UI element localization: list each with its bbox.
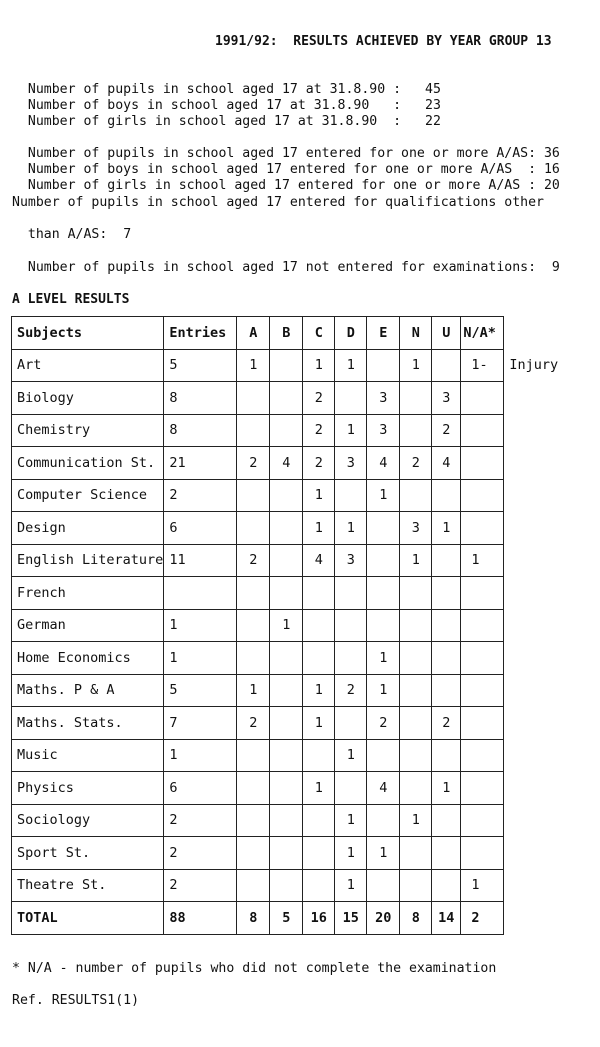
cell-grade-a xyxy=(237,642,270,675)
cell-grade-n xyxy=(400,382,432,415)
cell-grade-d: 3 xyxy=(335,447,367,480)
cell-grade-e xyxy=(367,544,400,577)
cell-grade-b xyxy=(270,349,303,382)
section-title: A LEVEL RESULTS xyxy=(12,292,130,307)
cell-grade-b xyxy=(270,544,303,577)
cell-entries: 1 xyxy=(164,609,237,642)
cell-grade-n: 1 xyxy=(400,804,432,837)
cell-grade-b xyxy=(270,414,303,447)
cell-grade-e: 1 xyxy=(367,479,400,512)
cell-grade-c: 1 xyxy=(303,512,335,545)
cell-grade-e: 1 xyxy=(367,674,400,707)
cell-subject: Music xyxy=(12,739,164,772)
cell-grade-b xyxy=(270,804,303,837)
cell-subject: Physics xyxy=(12,772,164,805)
cell-note: Injury xyxy=(509,357,559,374)
cell-grade-u xyxy=(432,804,461,837)
cell-note xyxy=(504,902,574,935)
table-row xyxy=(12,414,574,447)
summary-value: 20 xyxy=(543,178,560,193)
cell-grade-e: 1 xyxy=(367,642,400,675)
cell-grade-u xyxy=(432,349,461,382)
cell-grade-n: 1 xyxy=(400,544,432,577)
cell-entries: 7 xyxy=(164,707,237,740)
cell-subject: Maths. P & A xyxy=(12,674,164,707)
table-row xyxy=(12,447,574,480)
summary-label: Number of pupils in school aged 17 at 31.8.90 : xyxy=(27,82,402,97)
cell-grade-d: 1 xyxy=(335,739,367,772)
cell-grade-na xyxy=(461,382,504,415)
cell-grade-e: 2 xyxy=(367,707,400,740)
header-entries: Entries xyxy=(164,317,237,350)
cell-note xyxy=(504,674,574,707)
cell-grade-a xyxy=(237,609,270,642)
cell-entries: 5 xyxy=(164,349,237,382)
cell-grade-a xyxy=(237,577,270,610)
cell-grade-a: 1 xyxy=(237,349,270,382)
cell-grade-u xyxy=(432,642,461,675)
cell-grade-a: 2 xyxy=(237,544,270,577)
cell-grade-n xyxy=(400,479,432,512)
cell-subject: Design xyxy=(12,512,164,545)
cell-grade-d xyxy=(335,577,367,610)
cell-grade-a: 8 xyxy=(237,902,270,935)
cell-grade-na xyxy=(461,447,504,480)
table-row xyxy=(12,837,574,870)
cell-grade-na xyxy=(461,479,504,512)
a-level-results-table xyxy=(11,316,574,935)
table-row xyxy=(12,349,574,382)
cell-grade-c: 4 xyxy=(303,544,335,577)
cell-grade-b xyxy=(270,739,303,772)
cell-grade-u xyxy=(432,479,461,512)
table-header-row xyxy=(12,317,574,350)
cell-note xyxy=(504,707,574,740)
cell-grade-u: 2 xyxy=(432,414,461,447)
cell-grade-d: 1 xyxy=(335,869,367,902)
summary-value: 22 xyxy=(425,114,441,129)
cell-entries: 11 xyxy=(164,544,237,577)
cell-grade-e xyxy=(367,869,400,902)
cell-grade-e: 20 xyxy=(367,902,400,935)
cell-note xyxy=(504,414,574,447)
table-row xyxy=(12,739,574,772)
header-note xyxy=(504,317,574,350)
cell-grade-e: 4 xyxy=(367,447,400,480)
cell-grade-b: 1 xyxy=(270,609,303,642)
summary-label: Number of girls in school aged 17 at 31.8.90 : xyxy=(27,114,402,129)
cell-grade-n xyxy=(400,674,432,707)
table-row xyxy=(12,609,574,642)
cell-grade-a xyxy=(237,739,270,772)
table-row xyxy=(12,544,574,577)
cell-note xyxy=(504,382,574,415)
cell-subject: Sport St. xyxy=(12,837,164,870)
reference: Ref. RESULTS1(1) xyxy=(12,993,140,1008)
cell-grade-a xyxy=(237,382,270,415)
cell-grade-n xyxy=(400,739,432,772)
cell-grade-d: 1 xyxy=(335,837,367,870)
cell-grade-u xyxy=(432,739,461,772)
cell-note xyxy=(504,479,574,512)
cell-grade-c: 2 xyxy=(303,382,335,415)
cell-grade-n: 8 xyxy=(400,902,432,935)
cell-grade-n xyxy=(400,837,432,870)
cell-grade-c xyxy=(303,739,335,772)
cell-subject: Art xyxy=(12,349,164,382)
table-row xyxy=(12,577,574,610)
cell-grade-a: 1 xyxy=(237,674,270,707)
cell-note xyxy=(504,642,574,675)
cell-grade-u: 2 xyxy=(432,707,461,740)
cell-grade-c: 1 xyxy=(303,772,335,805)
summary-value: 36 xyxy=(543,146,560,161)
table-row xyxy=(12,804,574,837)
cell-entries: 2 xyxy=(164,479,237,512)
cell-subject: Sociology xyxy=(12,804,164,837)
cell-grade-d xyxy=(335,772,367,805)
cell-grade-d: 15 xyxy=(335,902,367,935)
summary-label: Number of boys in school aged 17 entered for one or more A/AS : xyxy=(27,162,537,177)
header-grade-n: N xyxy=(400,317,432,350)
cell-grade-na xyxy=(461,609,504,642)
header-grade-a: A xyxy=(237,317,270,350)
cell-grade-n xyxy=(400,414,432,447)
cell-entries: 5 xyxy=(164,674,237,707)
cell-entries: 88 xyxy=(164,902,237,935)
summary-label: Number of girls in school aged 17 entered for one or more A/AS : xyxy=(27,178,537,193)
cell-grade-b xyxy=(270,707,303,740)
cell-grade-n xyxy=(400,707,432,740)
cell-grade-e xyxy=(367,739,400,772)
cell-entries: 1 xyxy=(164,642,237,675)
cell-grade-e xyxy=(367,609,400,642)
cell-grade-u: 14 xyxy=(432,902,461,935)
cell-grade-na: 1 xyxy=(461,869,504,902)
cell-subject: Communication St. xyxy=(12,447,164,480)
cell-grade-na xyxy=(461,707,504,740)
cell-grade-c xyxy=(303,804,335,837)
cell-grade-a xyxy=(237,804,270,837)
cell-grade-na xyxy=(461,772,504,805)
table-body xyxy=(12,349,574,934)
cell-grade-a xyxy=(237,414,270,447)
cell-grade-c xyxy=(303,837,335,870)
cell-entries: 6 xyxy=(164,772,237,805)
cell-grade-n xyxy=(400,577,432,610)
cell-grade-c xyxy=(303,577,335,610)
cell-grade-u: 1 xyxy=(432,512,461,545)
cell-grade-u xyxy=(432,609,461,642)
cell-grade-u: 1 xyxy=(432,772,461,805)
cell-grade-c xyxy=(303,642,335,675)
cell-grade-c: 1 xyxy=(303,707,335,740)
cell-grade-e xyxy=(367,804,400,837)
cell-grade-a xyxy=(237,512,270,545)
cell-grade-d: 1 xyxy=(335,512,367,545)
header-grade-e: E xyxy=(367,317,400,350)
cell-subject: English Literature xyxy=(12,544,164,577)
table-row xyxy=(12,707,574,740)
summary-other-quals-line1: Number of pupils in school aged 17 entered for qualifications other xyxy=(12,195,544,210)
cell-subject: French xyxy=(12,577,164,610)
cell-note xyxy=(504,544,574,577)
cell-note xyxy=(504,772,574,805)
summary-value: 23 xyxy=(425,98,441,113)
cell-grade-a xyxy=(237,479,270,512)
cell-grade-d: 1 xyxy=(335,414,367,447)
cell-subject: Home Economics xyxy=(12,642,164,675)
cell-grade-b xyxy=(270,674,303,707)
cell-grade-a xyxy=(237,869,270,902)
footnote: * N/A - number of pupils who did not complete the examination xyxy=(12,961,497,976)
cell-grade-e xyxy=(367,577,400,610)
cell-grade-d: 2 xyxy=(335,674,367,707)
table-row xyxy=(12,642,574,675)
cell-grade-n: 1 xyxy=(400,349,432,382)
cell-subject: TOTAL xyxy=(12,902,164,935)
cell-grade-b xyxy=(270,772,303,805)
cell-grade-na xyxy=(461,837,504,870)
summary-not-entered xyxy=(12,244,560,276)
cell-grade-c: 2 xyxy=(303,414,335,447)
summary-value: 16 xyxy=(543,162,560,177)
cell-grade-u: 3 xyxy=(432,382,461,415)
cell-subject: Computer Science xyxy=(12,479,164,512)
cell-grade-d xyxy=(335,382,367,415)
cell-entries: 21 xyxy=(164,447,237,480)
cell-grade-b xyxy=(270,382,303,415)
table-row xyxy=(12,869,574,902)
summary-value: 9 xyxy=(551,260,560,275)
cell-grade-na xyxy=(461,739,504,772)
table-row xyxy=(12,772,574,805)
cell-grade-n xyxy=(400,642,432,675)
cell-grade-e: 3 xyxy=(367,382,400,415)
cell-grade-b: 4 xyxy=(270,447,303,480)
cell-entries: 2 xyxy=(164,837,237,870)
cell-grade-a: 2 xyxy=(237,707,270,740)
cell-grade-a xyxy=(237,772,270,805)
header-grade-c: C xyxy=(303,317,335,350)
cell-grade-na: 2 xyxy=(461,902,504,935)
summary-label: Number of boys in school aged 17 at 31.8.90 : xyxy=(27,98,402,113)
cell-entries: 1 xyxy=(164,739,237,772)
header-grade-u: U xyxy=(432,317,461,350)
cell-grade-e: 1 xyxy=(367,837,400,870)
cell-grade-c: 1 xyxy=(303,674,335,707)
document-title: 1991/92: RESULTS ACHIEVED BY YEAR GROUP 13 xyxy=(215,34,552,49)
cell-grade-na xyxy=(461,674,504,707)
cell-note xyxy=(504,837,574,870)
cell-grade-b xyxy=(270,869,303,902)
header-grade-d: D xyxy=(335,317,367,350)
cell-grade-a xyxy=(237,837,270,870)
summary-label: Number of pupils in school aged 17 entered for one or more A/AS: xyxy=(27,146,537,161)
cell-grade-u: 4 xyxy=(432,447,461,480)
cell-grade-d xyxy=(335,479,367,512)
cell-grade-n: 3 xyxy=(400,512,432,545)
cell-grade-b xyxy=(270,577,303,610)
cell-grade-e: 3 xyxy=(367,414,400,447)
cell-entries: 6 xyxy=(164,512,237,545)
cell-note xyxy=(504,869,574,902)
cell-grade-e: 4 xyxy=(367,772,400,805)
cell-grade-na: 1- xyxy=(461,349,504,382)
cell-grade-u xyxy=(432,577,461,610)
cell-grade-n xyxy=(400,772,432,805)
cell-grade-u xyxy=(432,869,461,902)
cell-grade-na xyxy=(461,642,504,675)
cell-note xyxy=(504,609,574,642)
cell-grade-e xyxy=(367,512,400,545)
table-row xyxy=(12,674,574,707)
cell-grade-u xyxy=(432,674,461,707)
cell-grade-u xyxy=(432,544,461,577)
cell-grade-c xyxy=(303,869,335,902)
cell-grade-c xyxy=(303,609,335,642)
table-total-row xyxy=(12,902,574,935)
cell-entries: 8 xyxy=(164,414,237,447)
cell-grade-e xyxy=(367,349,400,382)
header-na: N/A* xyxy=(461,317,504,350)
cell-grade-c: 1 xyxy=(303,479,335,512)
cell-grade-na xyxy=(461,804,504,837)
cell-entries xyxy=(164,577,237,610)
cell-grade-b xyxy=(270,642,303,675)
summary-girls-entered xyxy=(12,162,560,194)
cell-grade-b xyxy=(270,837,303,870)
cell-grade-u xyxy=(432,837,461,870)
table-row xyxy=(12,479,574,512)
cell-note xyxy=(504,512,574,545)
cell-entries: 2 xyxy=(164,869,237,902)
cell-grade-d: 1 xyxy=(335,804,367,837)
cell-entries: 8 xyxy=(164,382,237,415)
cell-grade-na: 1 xyxy=(461,544,504,577)
header-subjects: Subjects xyxy=(12,317,164,350)
cell-grade-d xyxy=(335,609,367,642)
table-row xyxy=(12,382,574,415)
summary-value: 45 xyxy=(425,82,441,97)
cell-grade-na xyxy=(461,414,504,447)
cell-grade-b xyxy=(270,479,303,512)
cell-note xyxy=(504,577,574,610)
cell-entries: 2 xyxy=(164,804,237,837)
cell-grade-n xyxy=(400,869,432,902)
cell-grade-d: 3 xyxy=(335,544,367,577)
cell-grade-c: 16 xyxy=(303,902,335,935)
cell-subject: Theatre St. xyxy=(12,869,164,902)
cell-note xyxy=(504,447,574,480)
cell-grade-n xyxy=(400,609,432,642)
cell-grade-n: 2 xyxy=(400,447,432,480)
cell-subject: German xyxy=(12,609,164,642)
summary-label: than A/AS: xyxy=(27,227,108,242)
cell-note xyxy=(504,804,574,837)
cell-grade-c: 1 xyxy=(303,349,335,382)
table-row xyxy=(12,512,574,545)
cell-grade-a: 2 xyxy=(237,447,270,480)
summary-other-quals-line2 xyxy=(12,211,131,243)
cell-grade-c: 2 xyxy=(303,447,335,480)
header-grade-b: B xyxy=(270,317,303,350)
cell-note xyxy=(504,739,574,772)
cell-grade-b xyxy=(270,512,303,545)
cell-grade-na xyxy=(461,512,504,545)
cell-subject: Biology xyxy=(12,382,164,415)
cell-grade-d: 1 xyxy=(335,349,367,382)
cell-subject: Chemistry xyxy=(12,414,164,447)
summary-label: Number of pupils in school aged 17 not entered for examinations: xyxy=(27,260,537,275)
cell-grade-na xyxy=(461,577,504,610)
summary-value: 7 xyxy=(123,227,132,242)
cell-grade-d xyxy=(335,642,367,675)
cell-subject: Maths. Stats. xyxy=(12,707,164,740)
cell-grade-b: 5 xyxy=(270,902,303,935)
cell-grade-d xyxy=(335,707,367,740)
